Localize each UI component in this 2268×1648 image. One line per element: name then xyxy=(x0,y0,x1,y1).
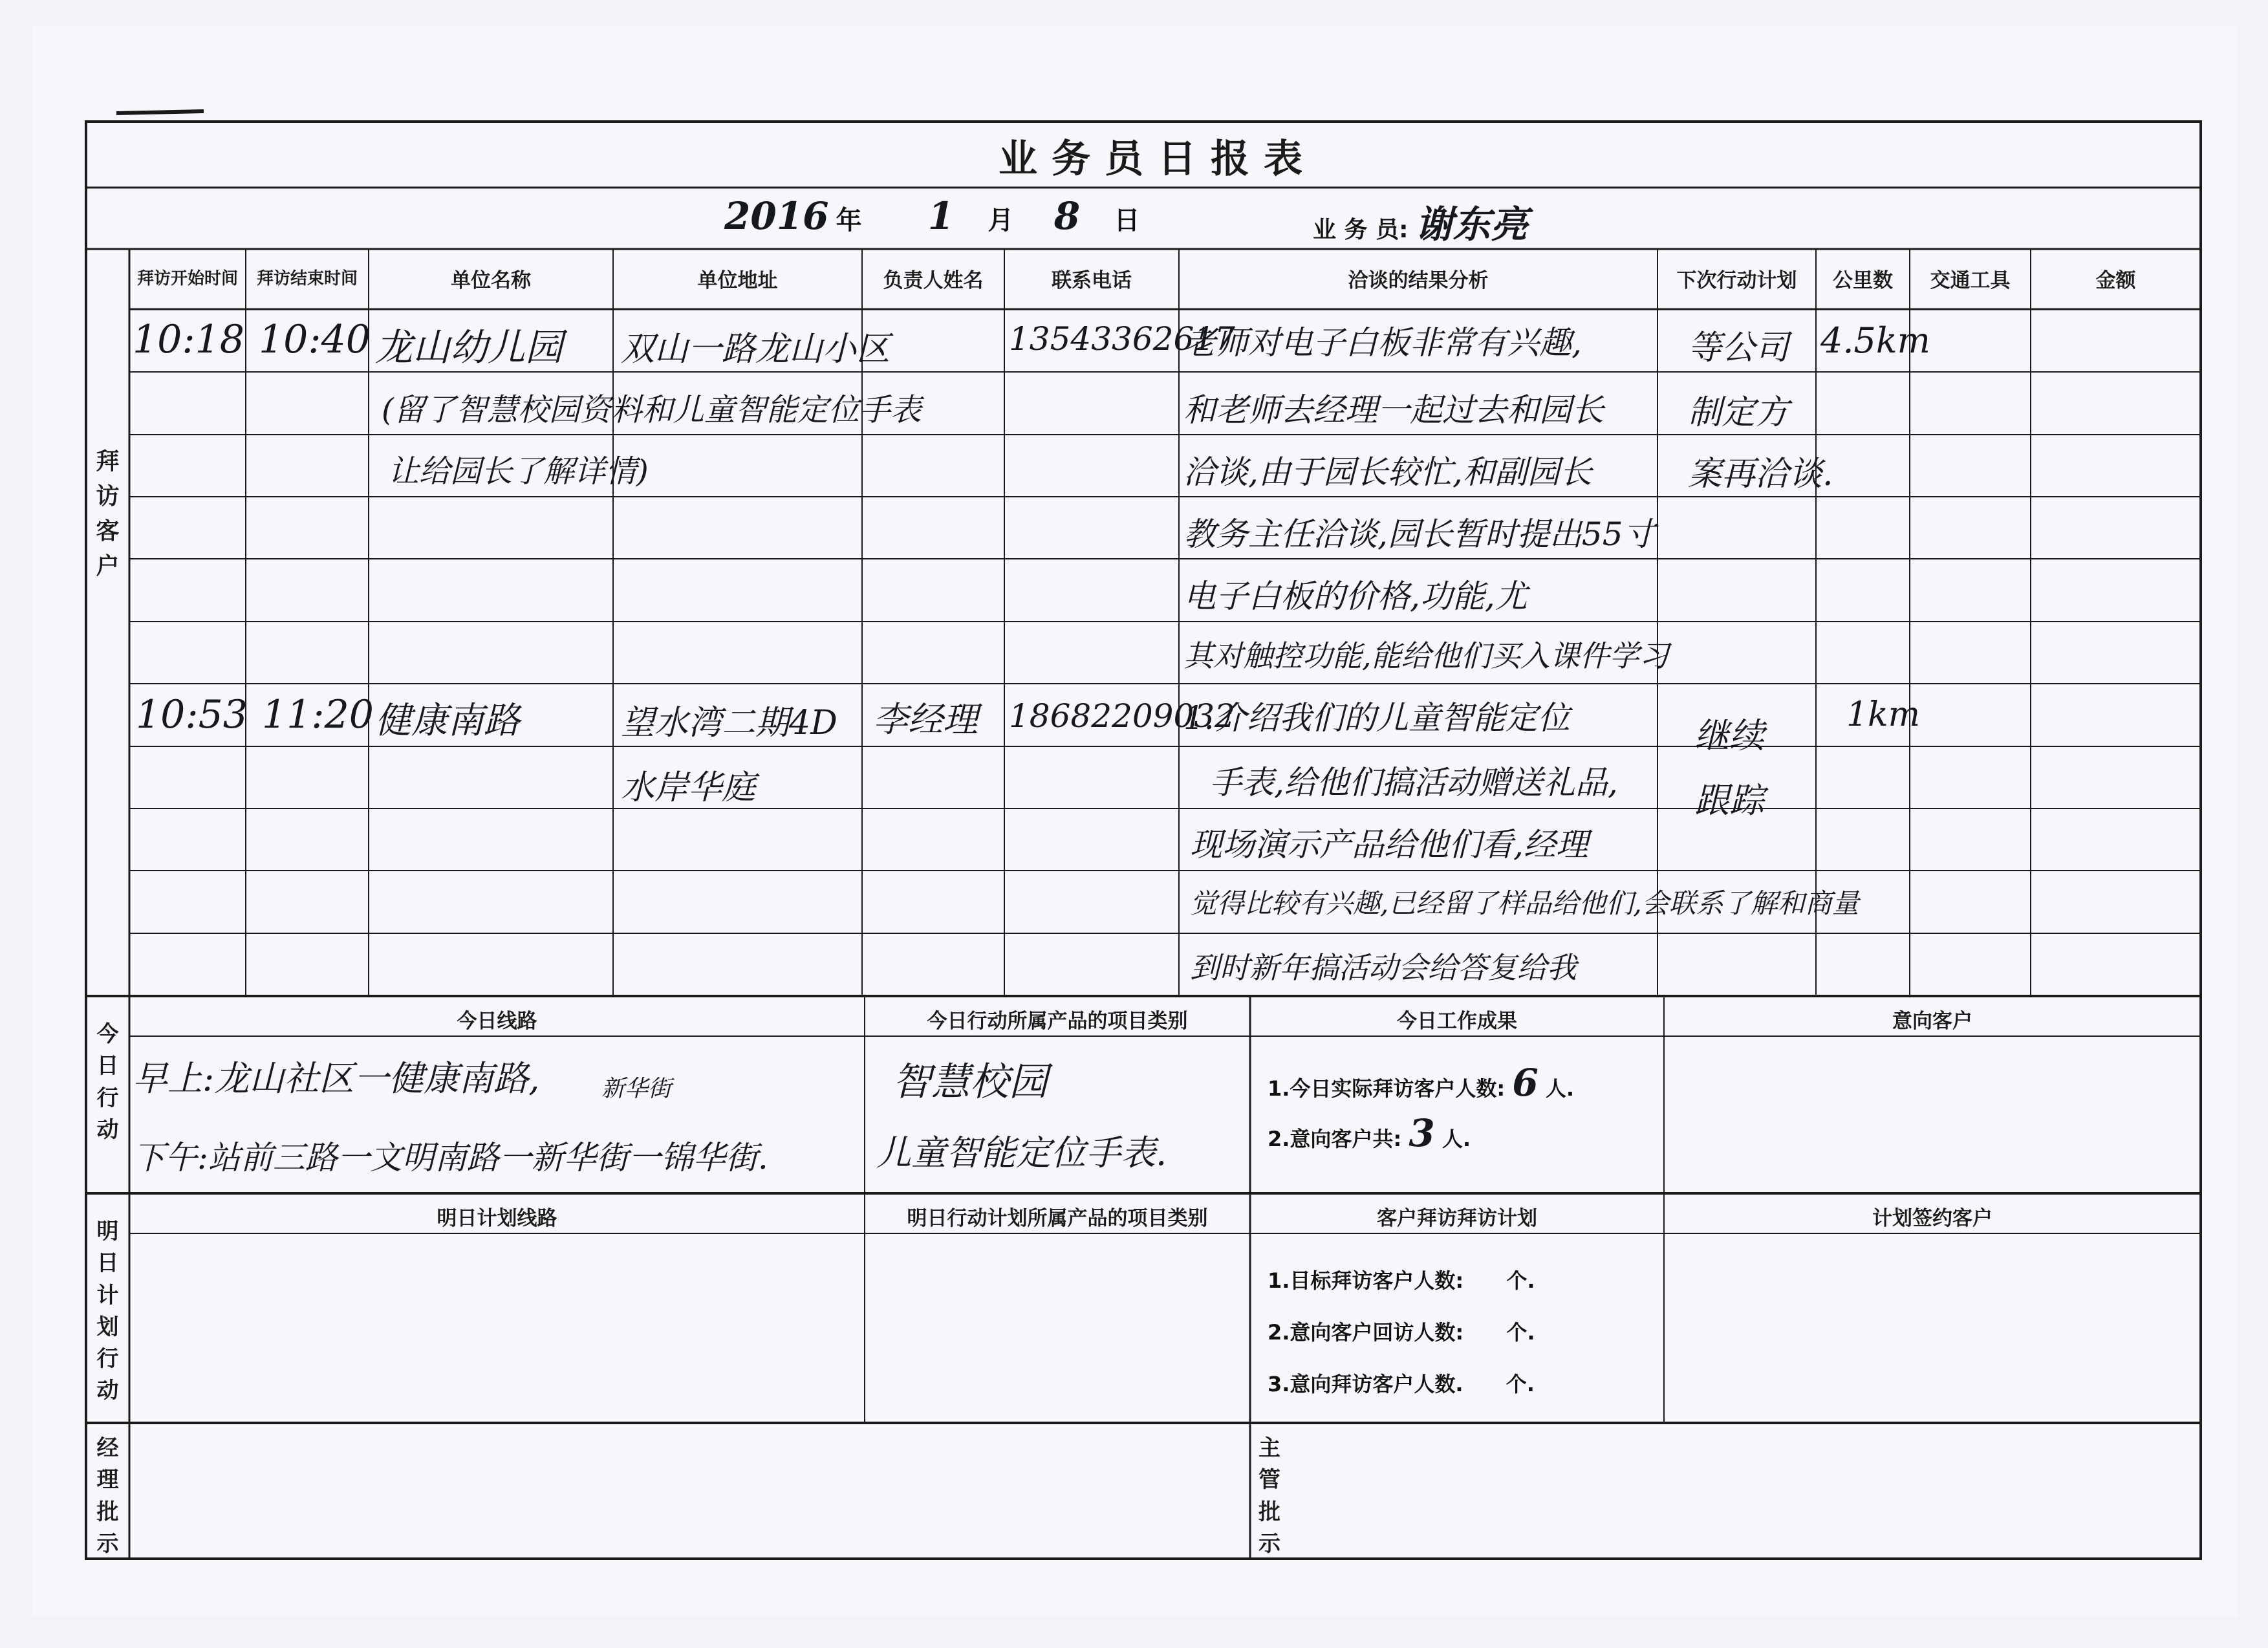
col-distance: 公里数 xyxy=(1833,269,1893,292)
result-2-value: 3 xyxy=(1409,1111,1435,1155)
row1-analysis-line: 和老师去经理一起过去和园长 xyxy=(1183,391,1604,429)
plan-1 xyxy=(1268,1264,1535,1294)
row1-next-3: 案再洽谈. xyxy=(1688,455,1833,493)
row2-phone: 18682209032 xyxy=(1009,697,1235,735)
row2-analysis-line: 觉得比较有兴趣,已经留了样品给他们,会联系了解和商量 xyxy=(1190,887,1859,919)
row1-unit-note-2: 让给园长了解详情) xyxy=(388,453,649,490)
row1-analysis-line: 洽谈,由于园长较忙,和副园长 xyxy=(1183,453,1592,491)
col-unit-address: 单位地址 xyxy=(697,269,778,292)
today-product-2: 儿童智能定位手表. xyxy=(876,1133,1167,1173)
intent-customer-header: 意向客户 xyxy=(1892,1010,1972,1033)
row1-address: 双山一路龙山小区 xyxy=(621,330,891,369)
today-result-header: 今日工作成果 xyxy=(1397,1010,1517,1033)
row1-end: 10:40 xyxy=(259,317,371,362)
today-route-header: 今日线路 xyxy=(457,1010,537,1033)
month-label: 月 xyxy=(988,206,1014,235)
year-label: 年 xyxy=(836,206,862,235)
row2-contact: 李经理 xyxy=(873,699,978,740)
tomorrow-route-header: 明日计划线路 xyxy=(437,1207,557,1230)
plan-1-label: 1.目标拜访客户人数: xyxy=(1268,1268,1464,1293)
plan-2 xyxy=(1268,1316,1535,1346)
row1-phone: 13543362617 xyxy=(1009,320,1235,358)
col-phone: 联系电话 xyxy=(1052,269,1132,292)
row1-analysis-line: 电子白板的价格,功能,尤 xyxy=(1183,578,1528,615)
row2-start: 10:53 xyxy=(136,692,248,737)
row1-next-1: 等公司 xyxy=(1688,329,1789,367)
row2-analysis-line: 到时新年搞活动会给答复给我 xyxy=(1190,950,1577,985)
tomorrow-product-header: 明日行动计划所属产品的项目类别 xyxy=(907,1207,1208,1230)
supervisor-approval-label: 主 管 批 示 xyxy=(1258,1435,1280,1557)
col-result-analysis: 洽谈的结果分析 xyxy=(1348,269,1489,292)
col-contact-name: 负责人姓名 xyxy=(883,269,984,292)
today-route-line-2: 下午:站前三路一文明南路一新华街一锦华街. xyxy=(133,1139,768,1176)
result-2-label: 2.意向客户共: xyxy=(1268,1127,1402,1151)
col-next-action: 下次行动计划 xyxy=(1676,269,1797,292)
plan-3-label: 3.意向拜访客户人数. xyxy=(1268,1372,1463,1396)
col-end-time: 拜访结束时间 xyxy=(256,269,358,288)
date-month: 1 xyxy=(927,194,955,238)
today-result-1 xyxy=(1268,1061,1574,1105)
row2-analysis-line: 1.介绍我们的儿童智能定位 xyxy=(1183,699,1570,737)
col-start-time: 拜访开始时间 xyxy=(136,269,238,288)
plan-3 xyxy=(1268,1368,1535,1398)
result-1-unit: 人. xyxy=(1545,1076,1575,1101)
col-amount: 金额 xyxy=(2095,269,2136,292)
today-result-2 xyxy=(1268,1111,1471,1155)
form-title: 业务员日报表 xyxy=(999,136,1317,182)
manager-approval-label: 经 理 批 示 xyxy=(96,1435,119,1557)
today-route-insert: 新华街 xyxy=(601,1076,672,1102)
col-unit-name: 单位名称 xyxy=(451,269,531,292)
result-1-label: 1.今日实际拜访客户人数: xyxy=(1268,1076,1506,1101)
row1-unit-name: 龙山幼儿园 xyxy=(375,325,563,369)
result-2-unit: 人. xyxy=(1442,1127,1471,1151)
today-product-header: 今日行动所属产品的项目类别 xyxy=(927,1010,1188,1033)
col-transport: 交通工具 xyxy=(1930,269,2011,292)
row2-analysis-line: 手表,给他们搞活动赠送礼品, xyxy=(1209,764,1618,801)
visit-section-label: 拜 访 客 户 xyxy=(96,448,120,580)
plan-2-unit: 个. xyxy=(1506,1320,1535,1345)
row1-analysis-line: 教务主任洽谈,园长暂时提出55寸 xyxy=(1183,515,1656,553)
plan-2-label: 2.意向客户回访人数: xyxy=(1268,1320,1464,1345)
row1-distance: 4.5km xyxy=(1820,320,1930,361)
result-1-value: 6 xyxy=(1512,1061,1539,1105)
row1-analysis-line: 其对触控功能,能给他们买入课件学习 xyxy=(1183,638,1669,673)
salesperson-label: 业 务 员: xyxy=(1313,217,1409,243)
date-year: 2016 xyxy=(724,194,829,238)
plan-3-unit: 个. xyxy=(1506,1372,1535,1396)
visit-plan-header: 客户拜访拜访计划 xyxy=(1377,1207,1537,1230)
date-day: 8 xyxy=(1053,194,1081,238)
row1-start: 10:18 xyxy=(133,317,244,362)
today-route-line-1: 早上:龙山社区一健康南路, xyxy=(133,1058,540,1099)
row2-address-1: 望水湾二期4D xyxy=(621,704,837,743)
row2-analysis-line: 现场演示产品给他们看,经理 xyxy=(1190,826,1588,863)
date-row xyxy=(724,194,1139,238)
row1-analysis-line: 老师对电子白板非常有兴趣, xyxy=(1183,324,1582,362)
row2-address-2: 水岸华庭 xyxy=(621,768,756,807)
salesperson-name: 谢东亮 xyxy=(1415,202,1528,246)
day-label: 日 xyxy=(1114,206,1140,235)
tomorrow-section-label: 明 日 计 划 行 动 xyxy=(96,1219,119,1404)
today-product-1: 智慧校园 xyxy=(892,1059,1048,1105)
salesperson-row xyxy=(1313,194,1528,248)
row1-unit-note-1: (留了智慧校园资料和儿童智能定位手表 xyxy=(382,392,922,428)
row2-next-1: 继续 xyxy=(1694,715,1764,756)
row2-end: 11:20 xyxy=(262,692,374,737)
row2-next-2: 跟踪 xyxy=(1694,780,1764,821)
sign-customer-header: 计划签约客户 xyxy=(1872,1207,1993,1230)
plan-1-unit: 个. xyxy=(1506,1268,1535,1293)
row1-next-2: 制定方 xyxy=(1688,393,1789,432)
row2-distance: 1km xyxy=(1846,695,1920,734)
row2-unit-name: 健康南路 xyxy=(375,700,520,742)
today-section-label: 今 日 行 动 xyxy=(96,1021,119,1143)
